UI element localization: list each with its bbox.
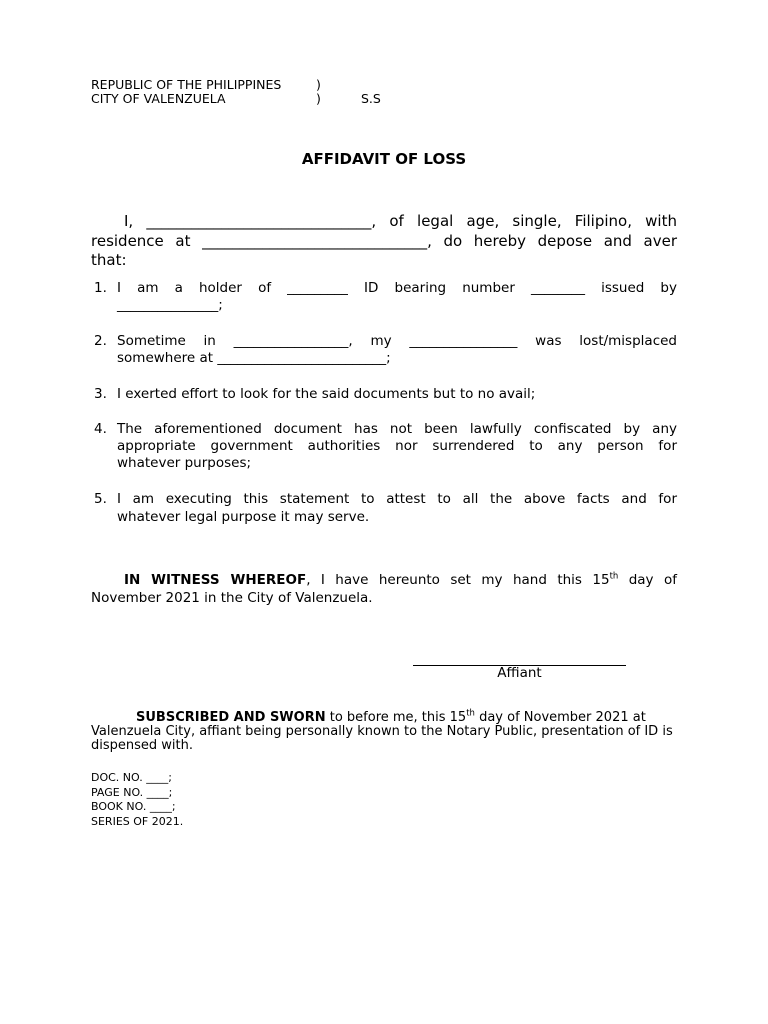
- sworn-text-2: day of November 2021 at Valenzuela City, affiant being personally known to the Notary Public, presentation of ID is dispensed with.: [91, 710, 673, 753]
- item-5-line-2: whatever legal purpose it may serve.: [117, 509, 370, 525]
- affiant-label: Affiant: [497, 665, 542, 681]
- witness-sup: th: [609, 571, 619, 582]
- witness-line-2: November 2021 in the City of Valenzuela.: [91, 590, 373, 606]
- sworn-bold: SUBSCRIBED AND SWORN: [136, 710, 326, 725]
- witness-text-1: , I have hereunto set my hand this 15: [306, 572, 610, 588]
- intro-line-1: I, ______________________________, of legal age, single, Filipino, with: [124, 212, 677, 230]
- sworn-text-1: to before me, this 15: [325, 710, 467, 725]
- item-4-line-1: The aforementioned document has not been lawfully confiscated by any: [117, 421, 677, 437]
- header-paren-1: ): [316, 77, 321, 92]
- document-title: AFFIDAVIT OF LOSS: [301, 150, 467, 168]
- item-2-line-1: Sometime in _________________, my ________________ was lost/misplaced: [117, 333, 677, 349]
- intro-line-2: residence at ______________________________, do hereby depose and aver: [91, 232, 677, 250]
- item-2-line-2: somewhere at _________________________;: [117, 350, 391, 366]
- header-paren-2: ): [316, 91, 321, 106]
- intro-line-3: that:: [91, 251, 127, 269]
- book-no: BOOK NO. ____;: [91, 800, 176, 813]
- item-number: 5.: [94, 491, 107, 507]
- sworn-sup: th: [466, 708, 475, 719]
- header-republic: REPUBLIC OF THE PHILIPPINES: [91, 77, 282, 92]
- item-3-line-1: I exerted effort to look for the said documents but to no avail;: [117, 386, 536, 402]
- item-4-line-2: appropriate government authorities nor surrendered to any person for: [117, 438, 677, 454]
- item-number: 1.: [94, 280, 107, 296]
- header-city: CITY OF VALENZUELA: [91, 91, 226, 106]
- series: SERIES OF 2021.: [91, 815, 184, 828]
- witness-text-2: day of: [618, 572, 677, 588]
- page-no: PAGE NO. ____;: [91, 786, 173, 799]
- item-1-line-1: I am a holder of _________ ID bearing number ________ issued by: [117, 280, 677, 296]
- item-number: 4.: [94, 421, 107, 437]
- item-number: 2.: [94, 333, 107, 349]
- item-4-line-3: whatever purposes;: [117, 455, 252, 471]
- item-5-line-1: I am executing this statement to attest to all the above facts and for: [117, 491, 677, 507]
- header-ss: S.S: [361, 91, 381, 106]
- doc-no: DOC. NO. ____;: [91, 771, 172, 784]
- sworn-paragraph: [91, 708, 677, 753]
- witness-line-1: [91, 572, 677, 588]
- item-1-line-2: _______________;: [117, 297, 223, 313]
- witness-bold: IN WITNESS WHEREOF: [124, 572, 307, 588]
- item-number: 3.: [94, 386, 107, 402]
